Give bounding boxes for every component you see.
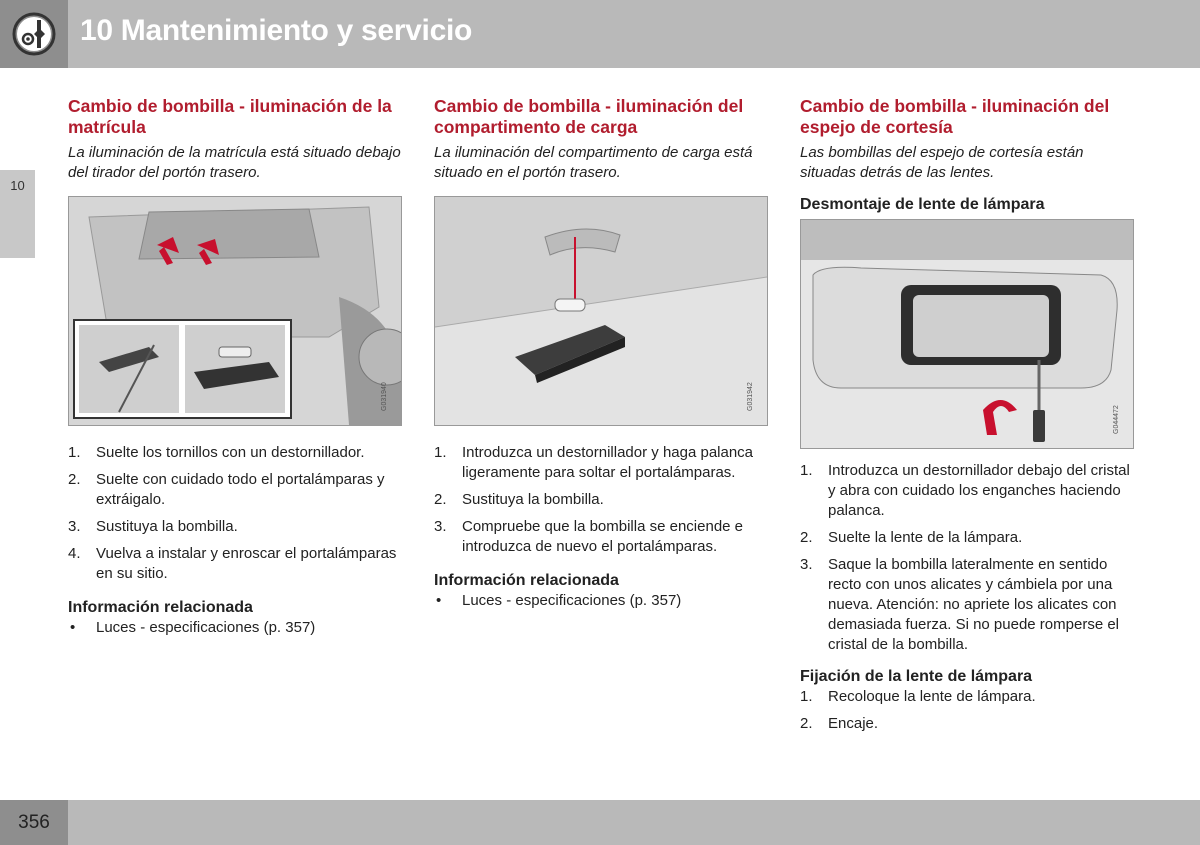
related-link[interactable]: • Luces - especificaciones (p. 357) <box>436 592 682 609</box>
vanity-mirror-figure <box>800 219 1134 449</box>
list-item: 2. Suelte con cuidado todo el portalámparas y extráigalo. <box>68 471 385 508</box>
chapter-icon-box <box>0 0 68 68</box>
related-heading: Información relacionada <box>68 599 253 616</box>
column-license-plate <box>68 96 403 638</box>
subheading-fitting: Fijación de la lente de lámpara <box>800 668 1033 685</box>
steps-list-2 <box>800 687 1135 734</box>
section-heading: Cambio de bombilla - iluminación de la matrícula <box>68 96 392 137</box>
figure-code: G044472 <box>1113 405 1120 434</box>
list-item: 2. Encaje. <box>800 715 879 732</box>
related-list <box>434 591 769 611</box>
list-item: 2. Sustituya la bombilla. <box>434 491 604 508</box>
section-heading: Cambio de bombilla - iluminación del espejo de cortesía <box>800 96 1110 137</box>
list-item: 3. Sustituya la bombilla. <box>68 518 238 535</box>
related-link[interactable]: • Luces - especificaciones (p. 357) <box>70 619 316 636</box>
list-item: 3. Compruebe que la bombilla se enciende e introduzca de nuevo el portalámparas. <box>434 518 744 555</box>
figure-code: G031940 <box>381 382 388 411</box>
list-item: 2. Suelte la lente de la lámpara. <box>800 529 1023 546</box>
chapter-title: 10 Mantenimiento y servicio <box>80 14 473 47</box>
section-intro: Las bombillas del espejo de cortesía están situadas detrás de las lentes. <box>800 144 1084 181</box>
list-item: 1. Introduzca un destornillador y haga palanca ligeramente para soltar el portalámparas. <box>434 444 754 481</box>
steps-list <box>434 443 769 557</box>
wrench-gear-icon <box>12 12 56 56</box>
section-heading: Cambio de bombilla - iluminación del compartimento de carga <box>434 96 744 137</box>
license-plate-figure <box>68 196 402 426</box>
list-item: 1. Suelte los tornillos con un destornillador. <box>68 444 365 461</box>
list-item: 3. Saque la bombilla lateralmente en sentido recto con unos alicates y cámbiela por una nueva. Atención: no apriete los alicates con demasiada fuerza. Si no puede romperse el cristal de la bombilla. <box>800 556 1120 653</box>
subheading-removal: Desmontaje de lente de lámpara <box>800 196 1045 213</box>
chapter-header <box>0 0 1200 68</box>
figure-code: G031942 <box>747 382 754 411</box>
list-item: 4. Vuelva a instalar y enroscar el portalámparas en su sitio. <box>68 545 397 582</box>
section-intro: La iluminación del compartimento de carga está situado en el portón trasero. <box>434 144 753 181</box>
column-vanity-mirror <box>800 96 1135 741</box>
page-number: 356 <box>0 800 68 845</box>
chapter-side-tab <box>0 170 35 258</box>
steps-list <box>800 461 1135 655</box>
related-list <box>68 618 403 638</box>
side-tab-label: 10 <box>10 178 25 193</box>
section-intro: La iluminación de la matrícula está situado debajo del tirador del portón trasero. <box>68 144 401 181</box>
column-cargo-compartment <box>434 96 769 611</box>
steps-list <box>68 443 403 584</box>
list-item: 1. Introduzca un destornillador debajo del cristal y abra con cuidado los enganches haciendo palanca. <box>800 462 1130 519</box>
related-heading: Información relacionada <box>434 572 619 589</box>
list-item: 1. Recoloque la lente de lámpara. <box>800 688 1036 705</box>
cargo-light-figure <box>434 196 768 426</box>
page-footer <box>0 800 1200 845</box>
